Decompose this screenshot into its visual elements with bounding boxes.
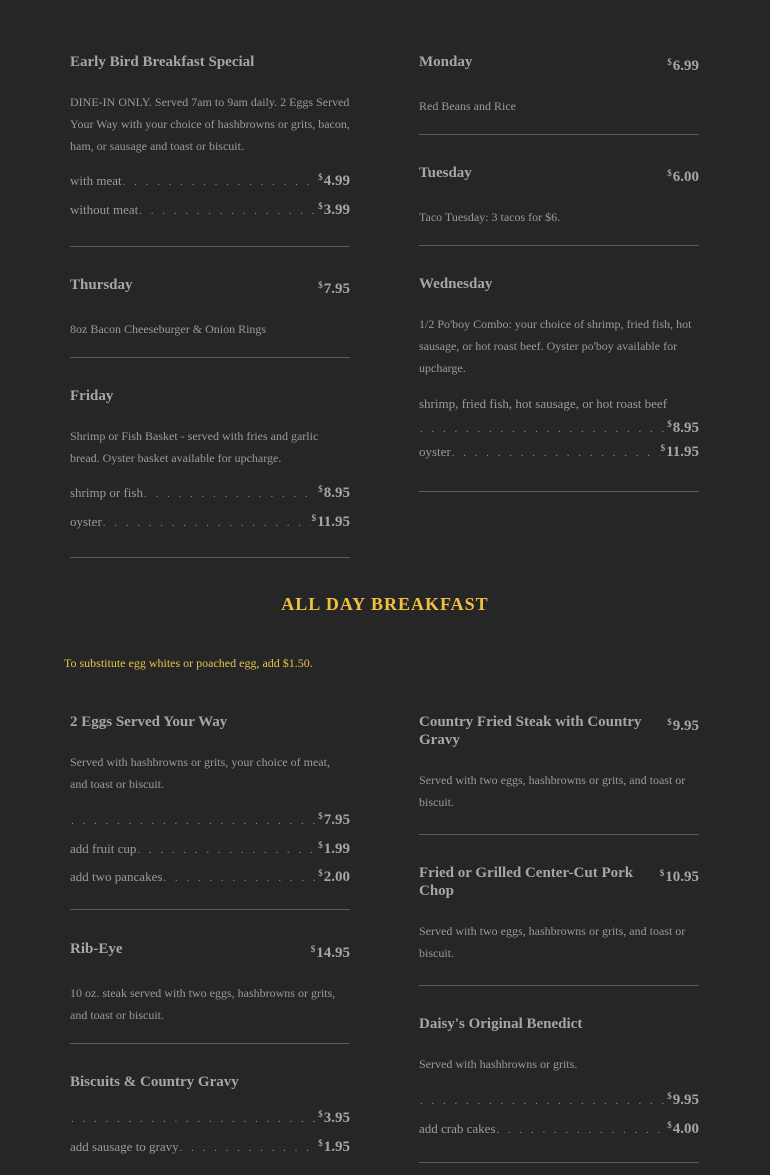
menu-item-early-bird [70,53,350,229]
item-name: Rib-Eye [70,941,123,957]
menu-item-two-eggs [70,713,350,897]
item-description: Served with hashbrowns or grits. [419,1057,578,1071]
option-label: add crab cakes [419,1120,496,1136]
option-row [70,201,350,230]
divider [70,557,350,558]
option-label: without meat [70,201,139,217]
divider [70,357,350,358]
dot-leader [420,419,666,439]
item-description: DINE-IN ONLY. Served 7am to 9am daily. 2 Eggs Served Your Way with your choice of hashbrowns or grits, bacon, ham, or sausage and toast or biscuit. [70,95,350,153]
menu-item-thursday [70,276,350,340]
option-price: $2.00 [318,868,350,885]
option-row [70,1109,350,1138]
option-price: $1.99 [318,839,350,857]
item-price: $6.00 [667,168,699,185]
dot-leader [137,844,317,856]
option-label: oyster [419,444,451,459]
option-label: add sausage to gravy [70,1138,179,1154]
option-price: $1.95 [318,1137,350,1155]
option-price: $4.00 [667,1119,699,1137]
option-price: $8.95 [318,484,350,501]
option-label: add fruit cup [70,840,137,856]
item-name: Daisy's Original Benedict [419,1016,583,1032]
option-row [70,172,350,201]
item-name: Biscuits & Country Gravy [70,1074,239,1090]
option-price: $9.95 [667,1091,699,1108]
menu-item-friday [70,387,350,541]
divider [70,909,350,910]
item-name: Wednesday [419,276,493,292]
dot-leader [71,1113,317,1125]
dot-leader [497,1124,667,1136]
option-row [419,443,699,472]
dot-leader [71,815,317,827]
option-row [70,1138,350,1167]
item-name: Country Fried Steak with Country Gravy [419,714,642,748]
divider [419,134,699,135]
dot-leader [180,1142,318,1154]
item-description: Shrimp or Fish Basket - served with fries and garlic bread. Oyster basket available for upcharge. [70,429,319,465]
dot-leader [103,517,311,529]
menu-item-monday [419,53,699,117]
item-name: Thursday [70,277,133,293]
item-description: Served with two eggs, hashbrowns or grits, and toast or biscuit. [419,924,686,960]
menu-item-country-fried-steak [419,713,699,813]
item-name: Fried or Grilled Center-Cut Pork Chop [419,865,634,899]
menu-item-biscuits [70,1073,350,1166]
dot-leader [139,205,317,217]
section-note: To substitute egg whites or poached egg, add $1.50. [64,656,313,670]
item-description: 10 oz. steak served with two eggs, hashbrowns or grits, and toast or biscuit. [70,986,336,1022]
dot-leader [163,872,317,884]
option-label: with meat [70,173,122,188]
item-name: Early Bird Breakfast Special [70,54,255,70]
option-price: $4.99 [318,172,350,189]
item-name: 2 Eggs Served Your Way [70,714,228,730]
divider [419,491,699,492]
option-price: $11.95 [660,443,699,460]
divider [419,985,699,986]
menu-item-tuesday [419,164,699,228]
item-description: 1/2 Po'boy Combo: your choice of shrimp, fried fish, hot sausage, or hot roast beef. Oyster po'boy available for upcharge. [419,317,692,375]
option-row [70,840,350,869]
option-row [70,868,350,897]
option-row [70,811,350,840]
option-price: $3.99 [318,200,350,218]
item-description: Red Beans and Rice [419,99,516,113]
menu-item-benedict [419,1015,699,1148]
item-description: 8oz Bacon Cheeseburger & Onion Rings [70,322,267,336]
item-price: $14.95 [310,944,350,961]
item-name: Tuesday [419,165,472,181]
item-price: $9.95 [667,717,699,734]
menu-item-wednesday [419,275,699,472]
option-price: $11.95 [311,512,350,530]
menu-item-pork-chop [419,864,699,964]
dot-leader [144,488,317,500]
item-name: Friday [70,388,114,404]
option-row [70,484,350,513]
dot-leader [452,447,660,459]
divider [70,246,350,247]
divider [70,1043,350,1044]
item-price: $7.95 [318,280,350,297]
item-description: Taco Tuesday: 3 tacos for $6. [419,210,561,224]
item-price: $6.99 [667,57,699,74]
option-row [419,394,699,443]
dot-leader [420,1095,666,1107]
item-name: Monday [419,54,473,70]
divider [419,834,699,835]
dot-leader [123,176,318,188]
option-label: shrimp, fried fish, hot sausage, or hot roast beef [419,396,668,411]
item-price: $10.95 [659,868,699,885]
option-label: shrimp or fish [70,485,143,500]
item-description: Served with two eggs, hashbrowns or grits, and toast or biscuit. [419,773,686,809]
section-title: ALL DAY BREAKFAST [281,594,489,614]
option-row [419,1120,699,1149]
option-label: oyster [70,513,102,529]
option-label: add two pancakes [70,869,163,884]
divider [419,1162,699,1163]
divider [419,245,699,246]
menu-item-ribeye [70,940,350,1026]
option-row [70,513,350,542]
option-price: $8.95 [667,419,699,436]
option-row [419,1091,699,1120]
item-description: Served with hashbrowns or grits, your choice of meat, and toast or biscuit. [70,755,330,791]
option-price: $3.95 [318,1109,350,1126]
option-price: $7.95 [318,811,350,828]
